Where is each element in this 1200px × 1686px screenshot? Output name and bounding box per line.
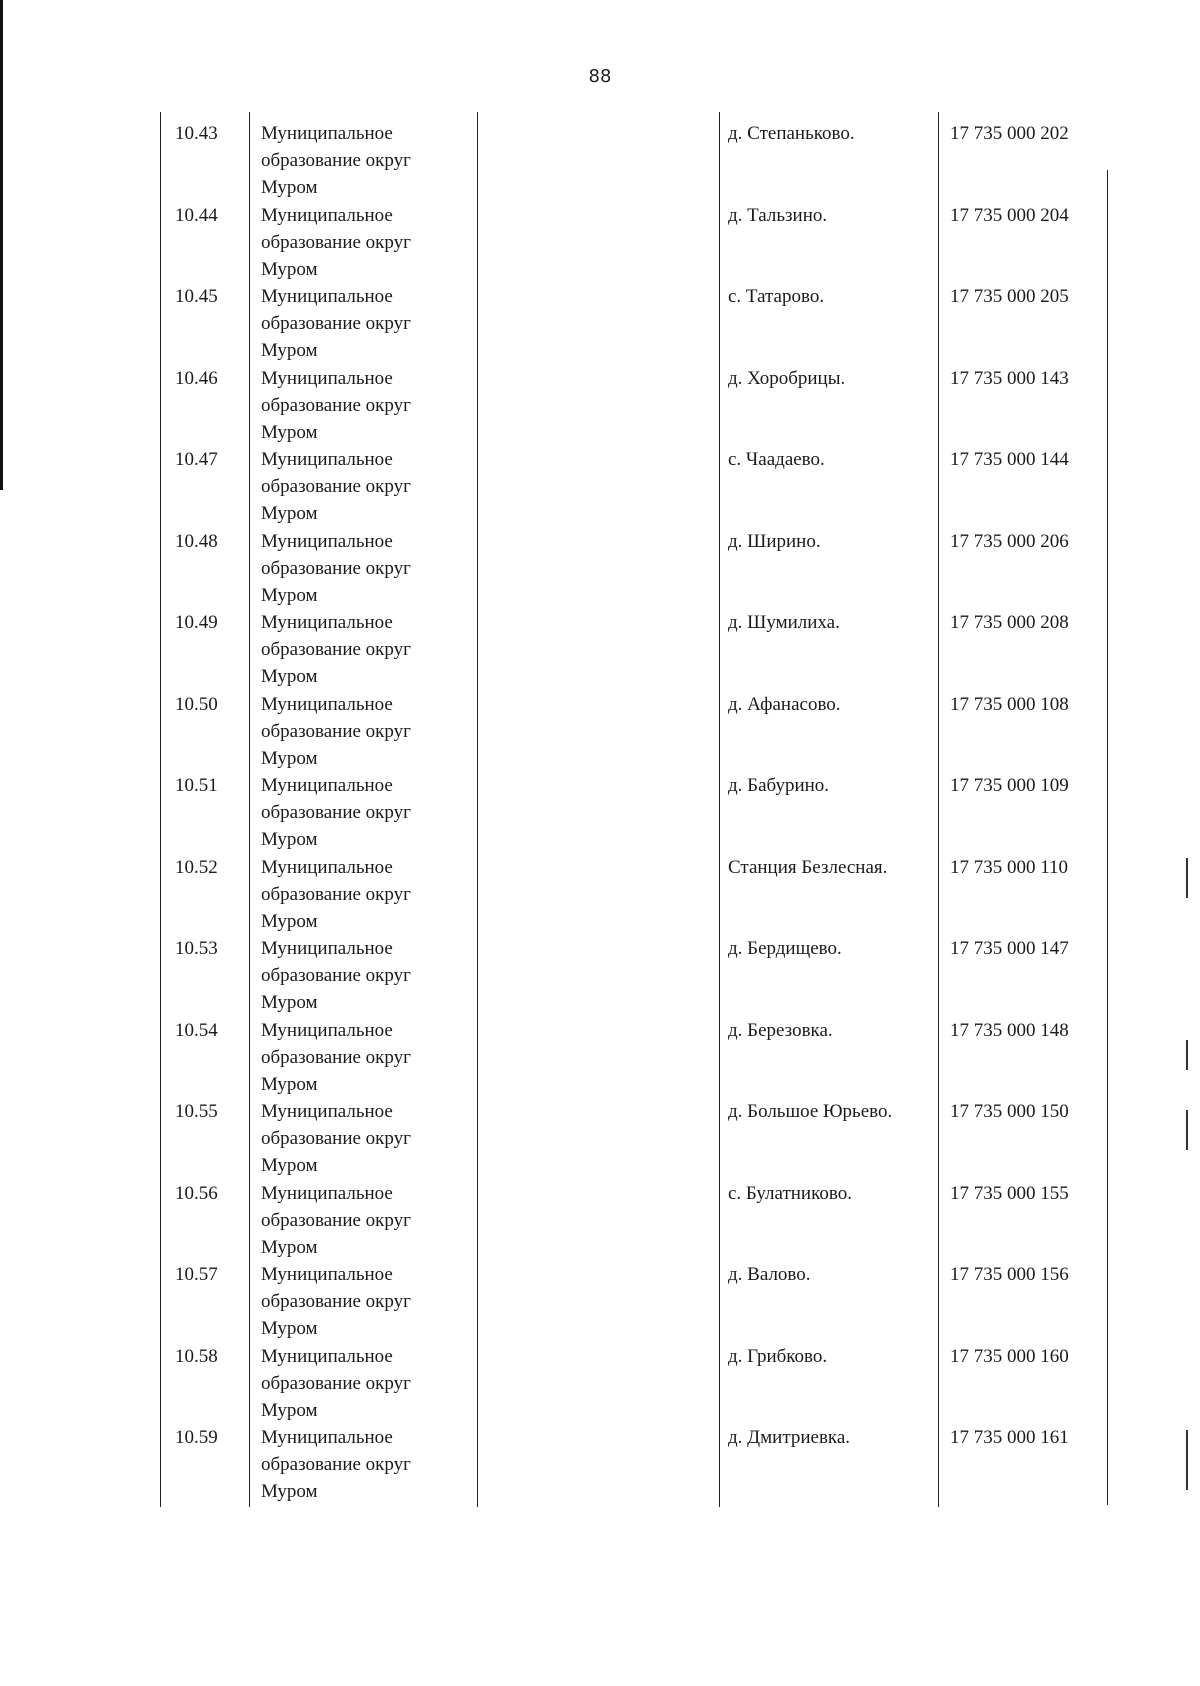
scan-mark [1186, 1110, 1188, 1150]
settlement-name: д. Бердищево. [728, 938, 842, 959]
row-number: 10.47 [175, 449, 218, 470]
municipality-name [261, 365, 466, 446]
oktmo-code: 17 735 000 150 [950, 1101, 1069, 1122]
municipality-name-line: Муниципальное [261, 775, 393, 796]
oktmo-code: 17 735 000 143 [950, 367, 1069, 389]
municipality-name [261, 609, 466, 690]
municipality-name-line: Муниципальное [261, 123, 393, 144]
municipality-name-line: Муром [261, 992, 318, 1013]
oktmo-code: 17 735 000 202 [950, 123, 1069, 144]
oktmo-code: 17 735 000 204 [950, 204, 1069, 226]
municipality-name [261, 691, 466, 772]
oktmo-code: 17 735 000 108 [950, 693, 1069, 715]
municipality-name-line: Муром [261, 829, 318, 850]
oktmo-code: 17 735 000 155 [950, 1182, 1069, 1204]
settlement-name: д. Тальзино. [728, 204, 828, 226]
municipality-name-line: образование округ [261, 231, 411, 253]
oktmo-code: 17 735 000 156 [950, 1264, 1069, 1285]
scan-mark [1186, 1430, 1188, 1490]
municipality-name-line: Муниципальное [261, 367, 393, 389]
municipality-name-line: образование округ [261, 476, 411, 497]
oktmo-code: 17 735 000 160 [950, 1345, 1069, 1367]
municipality-name [261, 1098, 466, 1179]
municipality-name-line: образование округ [261, 1046, 411, 1068]
row-number: 10.52 [175, 856, 218, 878]
row-number: 10.43 [175, 123, 218, 144]
table-row [0, 609, 1200, 690]
table-row [0, 1180, 1200, 1261]
municipality-name-line: Муром [261, 1236, 318, 1258]
table-row [0, 365, 1200, 446]
table-row [0, 854, 1200, 935]
table-row [0, 1017, 1200, 1098]
scan-mark [1186, 858, 1188, 898]
row-number: 10.45 [175, 286, 218, 307]
municipality-name-line: образование округ [261, 150, 411, 171]
settlement-name: д. Афанасово. [728, 693, 841, 715]
municipality-name-line: Муром [261, 910, 318, 932]
municipality-name-line: образование округ [261, 313, 411, 334]
table-row [0, 1424, 1200, 1505]
municipality-name-line: Муром [261, 1399, 318, 1421]
settlement-name: с. Булатниково. [728, 1182, 852, 1204]
municipality-name-line: образование округ [261, 394, 411, 416]
table-row [0, 446, 1200, 527]
oktmo-code: 17 735 000 110 [950, 856, 1069, 878]
municipality-name-line: Муниципальное [261, 938, 393, 959]
row-number: 10.58 [175, 1345, 218, 1367]
municipality-name-line: Муниципальное [261, 286, 393, 307]
row-number: 10.44 [175, 204, 218, 226]
municipality-name [261, 1343, 466, 1424]
settlement-name: с. Чаадаево. [728, 449, 825, 470]
table-row [0, 1261, 1200, 1342]
settlement-name: с. Татарово. [728, 286, 825, 307]
municipality-name-line: Муром [261, 666, 318, 687]
municipality-name-line: Муниципальное [261, 612, 393, 633]
municipality-name-line: Муниципальное [261, 449, 393, 470]
settlement-name: д. Валово. [728, 1264, 811, 1285]
row-number: 10.55 [175, 1101, 218, 1122]
municipality-name-line: Муром [261, 584, 318, 606]
municipality-name-line: Муром [261, 1481, 318, 1502]
oktmo-code: 17 735 000 206 [950, 530, 1069, 552]
row-number: 10.59 [175, 1427, 218, 1448]
municipality-name [261, 772, 466, 853]
municipality-name [261, 935, 466, 1016]
municipality-name [261, 202, 466, 283]
municipality-name [261, 1424, 466, 1505]
municipality-name [261, 1180, 466, 1261]
municipality-name-line: образование округ [261, 1372, 411, 1394]
municipality-name [261, 1261, 466, 1342]
table-row [0, 1343, 1200, 1424]
table-row [0, 120, 1200, 201]
row-number: 10.49 [175, 612, 218, 633]
row-number: 10.57 [175, 1264, 218, 1285]
municipality-name-line: Муром [261, 1155, 318, 1176]
table-row [0, 772, 1200, 853]
municipality-name-line: образование округ [261, 802, 411, 823]
municipality-name-line: Муром [261, 421, 318, 443]
municipality-name-line: Муром [261, 747, 318, 769]
row-number: 10.56 [175, 1182, 218, 1204]
municipality-name-line: Муниципальное [261, 530, 393, 552]
row-number: 10.51 [175, 775, 218, 796]
municipality-name-line: образование округ [261, 1291, 411, 1312]
settlement-name: д. Хоробрицы. [728, 367, 846, 389]
settlement-name: д. Шумилиха. [728, 612, 840, 633]
municipality-name [261, 446, 466, 527]
settlement-name: Станция Безлесная. [728, 856, 888, 878]
table-row [0, 935, 1200, 1016]
municipality-name-line: Муром [261, 340, 318, 361]
municipality-name-line: Муниципальное [261, 693, 393, 715]
municipality-name-line: образование округ [261, 639, 411, 660]
row-number: 10.50 [175, 693, 218, 715]
oktmo-code: 17 735 000 147 [950, 938, 1069, 959]
table-row [0, 202, 1200, 283]
municipality-name-line: Муниципальное [261, 1019, 393, 1041]
municipality-name-line: образование округ [261, 883, 411, 905]
municipality-name-line: Муром [261, 177, 318, 198]
municipality-name-line: образование округ [261, 1209, 411, 1231]
oktmo-code: 17 735 000 144 [950, 449, 1069, 470]
settlement-name: д. Березовка. [728, 1019, 833, 1041]
oktmo-code: 17 735 000 148 [950, 1019, 1069, 1041]
row-number: 10.48 [175, 530, 218, 552]
municipality-name-line: образование округ [261, 1454, 411, 1475]
municipality-name-line: Муром [261, 1073, 318, 1095]
table-row [0, 528, 1200, 609]
municipality-name-line: Муниципальное [261, 1182, 393, 1204]
settlement-name: д. Дмитриевка. [728, 1427, 851, 1448]
oktmo-code: 17 735 000 161 [950, 1427, 1069, 1448]
municipality-name-line: образование округ [261, 1128, 411, 1149]
municipality-name-line: образование округ [261, 965, 411, 986]
municipality-name-line: Муниципальное [261, 856, 393, 878]
oktmo-code: 17 735 000 109 [950, 775, 1069, 796]
page-number: 88 [588, 66, 612, 87]
oktmo-code: 17 735 000 205 [950, 286, 1069, 307]
municipality-name-line: образование округ [261, 557, 411, 579]
municipality-name-line: Муниципальное [261, 1345, 393, 1367]
municipality-name-line: Муниципальное [261, 204, 393, 226]
municipality-name [261, 854, 466, 935]
municipality-name-line: Муром [261, 503, 318, 524]
table-row [0, 1098, 1200, 1179]
municipality-name-line: Муром [261, 1318, 318, 1339]
row-number: 10.54 [175, 1019, 218, 1041]
municipality-name-line: образование округ [261, 720, 411, 742]
municipality-name [261, 1017, 466, 1098]
settlement-name: д. Большое Юрьево. [728, 1101, 893, 1122]
oktmo-code: 17 735 000 208 [950, 612, 1069, 633]
municipality-name-line: Муниципальное [261, 1264, 393, 1285]
municipality-name-line: Муром [261, 258, 318, 280]
table-row [0, 691, 1200, 772]
settlement-name: д. Степаньково. [728, 123, 855, 144]
row-number: 10.46 [175, 367, 218, 389]
settlement-name: д. Бабурино. [728, 775, 830, 796]
municipality-name-line: Муниципальное [261, 1427, 393, 1448]
table-row [0, 283, 1200, 364]
municipality-name [261, 120, 466, 201]
settlement-name: д. Грибково. [728, 1345, 828, 1367]
row-number: 10.53 [175, 938, 218, 959]
municipality-name-line: Муниципальное [261, 1101, 393, 1122]
scan-mark [1186, 1040, 1188, 1070]
municipality-name [261, 528, 466, 609]
municipality-name [261, 283, 466, 364]
settlement-name: д. Ширино. [728, 530, 821, 552]
